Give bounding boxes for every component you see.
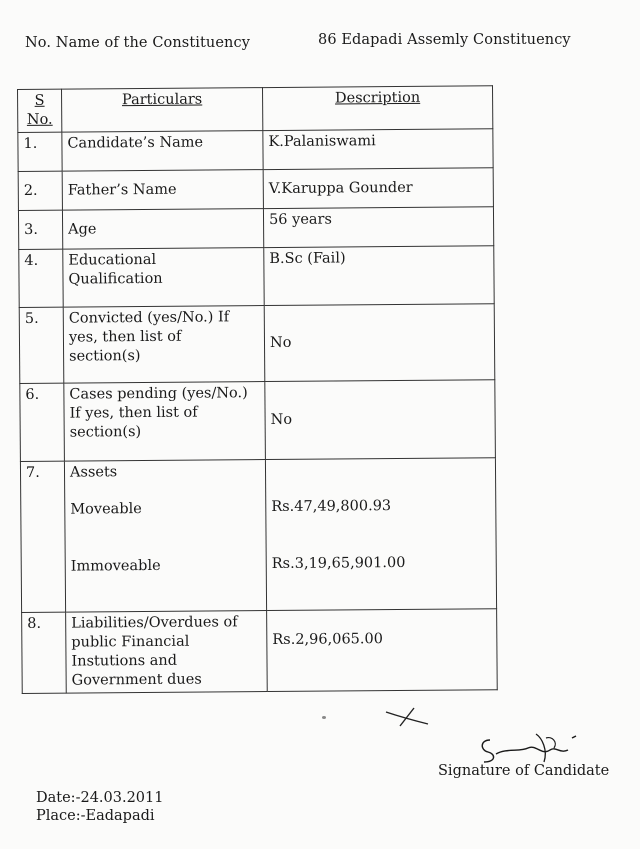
signature-label: Signature of Candidate	[438, 763, 610, 779]
column-header-sno	[18, 89, 62, 132]
row-sno: 8.	[22, 612, 67, 693]
row-description	[267, 609, 498, 692]
particulars-line: Liabilities/Overdues of	[71, 614, 238, 632]
row-particulars: Age	[62, 209, 263, 250]
row-sno: 2.	[18, 171, 62, 210]
row-sno: 4.	[19, 249, 63, 307]
constituency-value: 86 Edapadi Assemly Constituency	[318, 32, 571, 48]
table-row	[22, 609, 498, 694]
row-particulars	[66, 611, 268, 694]
column-header-description: Description	[262, 86, 492, 131]
moveable-label: Moveable	[70, 501, 142, 518]
table-header-row	[18, 86, 493, 133]
row-sno: 7.	[20, 461, 65, 612]
table-row	[20, 458, 496, 613]
liabilities-value: Rs.2,96,065.00	[272, 631, 384, 649]
table-row	[18, 129, 493, 172]
row-sno: 6.	[20, 383, 65, 461]
row-description: 56 years	[263, 207, 493, 248]
sno-header-line2: No.	[26, 111, 53, 128]
row-description: V.Karuppa Gounder	[263, 168, 493, 209]
sno-header-line1: S	[34, 92, 45, 109]
table-row	[20, 380, 496, 462]
particulars-line: Qualification	[68, 270, 163, 288]
row-sno: 5.	[19, 307, 64, 383]
row-description: No	[264, 304, 495, 382]
table-row	[18, 207, 493, 250]
row-description	[265, 458, 496, 611]
row-particulars: Candidate’s Name	[62, 131, 263, 172]
row-particulars	[64, 382, 266, 462]
cross-mark-icon	[384, 706, 430, 730]
particulars-line: Government dues	[71, 671, 202, 689]
immoveable-value: Rs.3,19,65,901.00	[271, 554, 406, 573]
row-sno: 3.	[18, 210, 62, 249]
particulars-line: section(s)	[69, 348, 141, 365]
row-description: K.Palaniswami	[263, 129, 493, 170]
particulars-line: public Financial	[71, 633, 190, 651]
date-line: Date:-24.03.2011	[36, 790, 164, 806]
row-sno: 1.	[18, 132, 62, 171]
table-row	[18, 168, 493, 211]
particulars-line: Educational	[68, 251, 157, 269]
particulars-line: If yes, then list of	[69, 404, 198, 422]
row-particulars	[63, 248, 264, 308]
particulars-table	[17, 85, 498, 694]
moveable-value: Rs.47,49,800.93	[271, 498, 392, 516]
table-row	[19, 246, 494, 308]
ink-dot	[322, 716, 326, 719]
particulars-line: section(s)	[69, 424, 142, 441]
place-line: Place:-Eadapadi	[36, 808, 155, 824]
row-particulars	[63, 306, 265, 384]
particulars-line: Instutions and	[71, 652, 178, 670]
particulars-line: Cases pending (yes/No.)	[69, 385, 248, 403]
row-particulars: Father’s Name	[62, 170, 263, 211]
column-header-particulars: Particulars	[62, 88, 263, 133]
table-row	[19, 304, 495, 384]
immoveable-label: Immoveable	[70, 557, 161, 575]
row-description: B.Sc (Fail)	[264, 246, 494, 306]
row-particulars	[64, 460, 266, 613]
assets-label: Assets	[69, 464, 118, 481]
particulars-line: yes, then list of	[68, 328, 182, 346]
particulars-line: Convicted (yes/No.) If	[68, 309, 230, 327]
row-description: No	[265, 380, 496, 460]
constituency-label: No. Name of the Constituency	[25, 35, 250, 51]
